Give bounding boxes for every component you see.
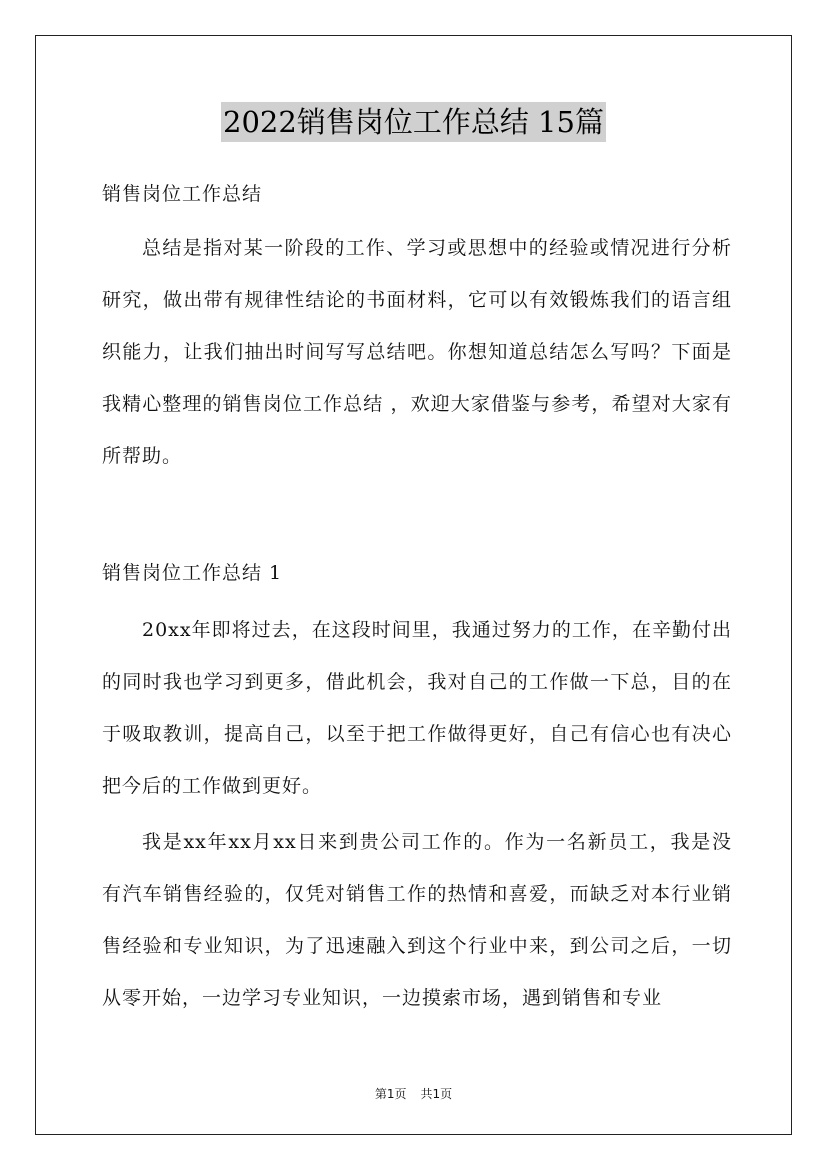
intro-heading: 销售岗位工作总结	[102, 183, 263, 205]
document-title: 2022销售岗位工作总结 15篇	[221, 102, 606, 142]
page-number-current: 第1页	[374, 1087, 407, 1101]
title-container	[0, 102, 827, 142]
section-1-paragraph-2: 我是xx年xx月xx日来到贵公司工作的。作为一名新员工，我是没有汽车销售经验的，仅凭对销售工作的热情和喜爱，而缺乏对本行业销售经验和专业知识，为了迅速融入到这个行业中来，到公司之后，一切从零开始，一边学习专业知识，一边摸索市场，遇到销售和专业	[102, 831, 732, 1009]
section-1-heading: 销售岗位工作总结 1	[102, 562, 283, 584]
section-1-paragraph-1: 20xx年即将过去，在这段时间里，我通过努力的工作，在辛勤付出的同时我也学习到更多，借此机会，我对自己的工作做一下总，目的在于吸取教训，提高自己，以至于把工作做得更好，自己有信心也有决心把今后的工作做到更好。	[102, 619, 732, 797]
intro-paragraph: 总结是指对某一阶段的工作、学习或思想中的经验或情况进行分析研究，做出带有规律性结论的书面材料，它可以有效锻炼我们的语言组织能力，让我们抽出时间写写总结吧。你想知道总结怎么写吗？下面是我精心整理的销售岗位工作总结 ，欢迎大家借鉴与参考，希望对大家有所帮助。	[102, 237, 732, 467]
page-number-total: 共1页	[420, 1087, 453, 1101]
page-footer	[0, 1086, 827, 1102]
